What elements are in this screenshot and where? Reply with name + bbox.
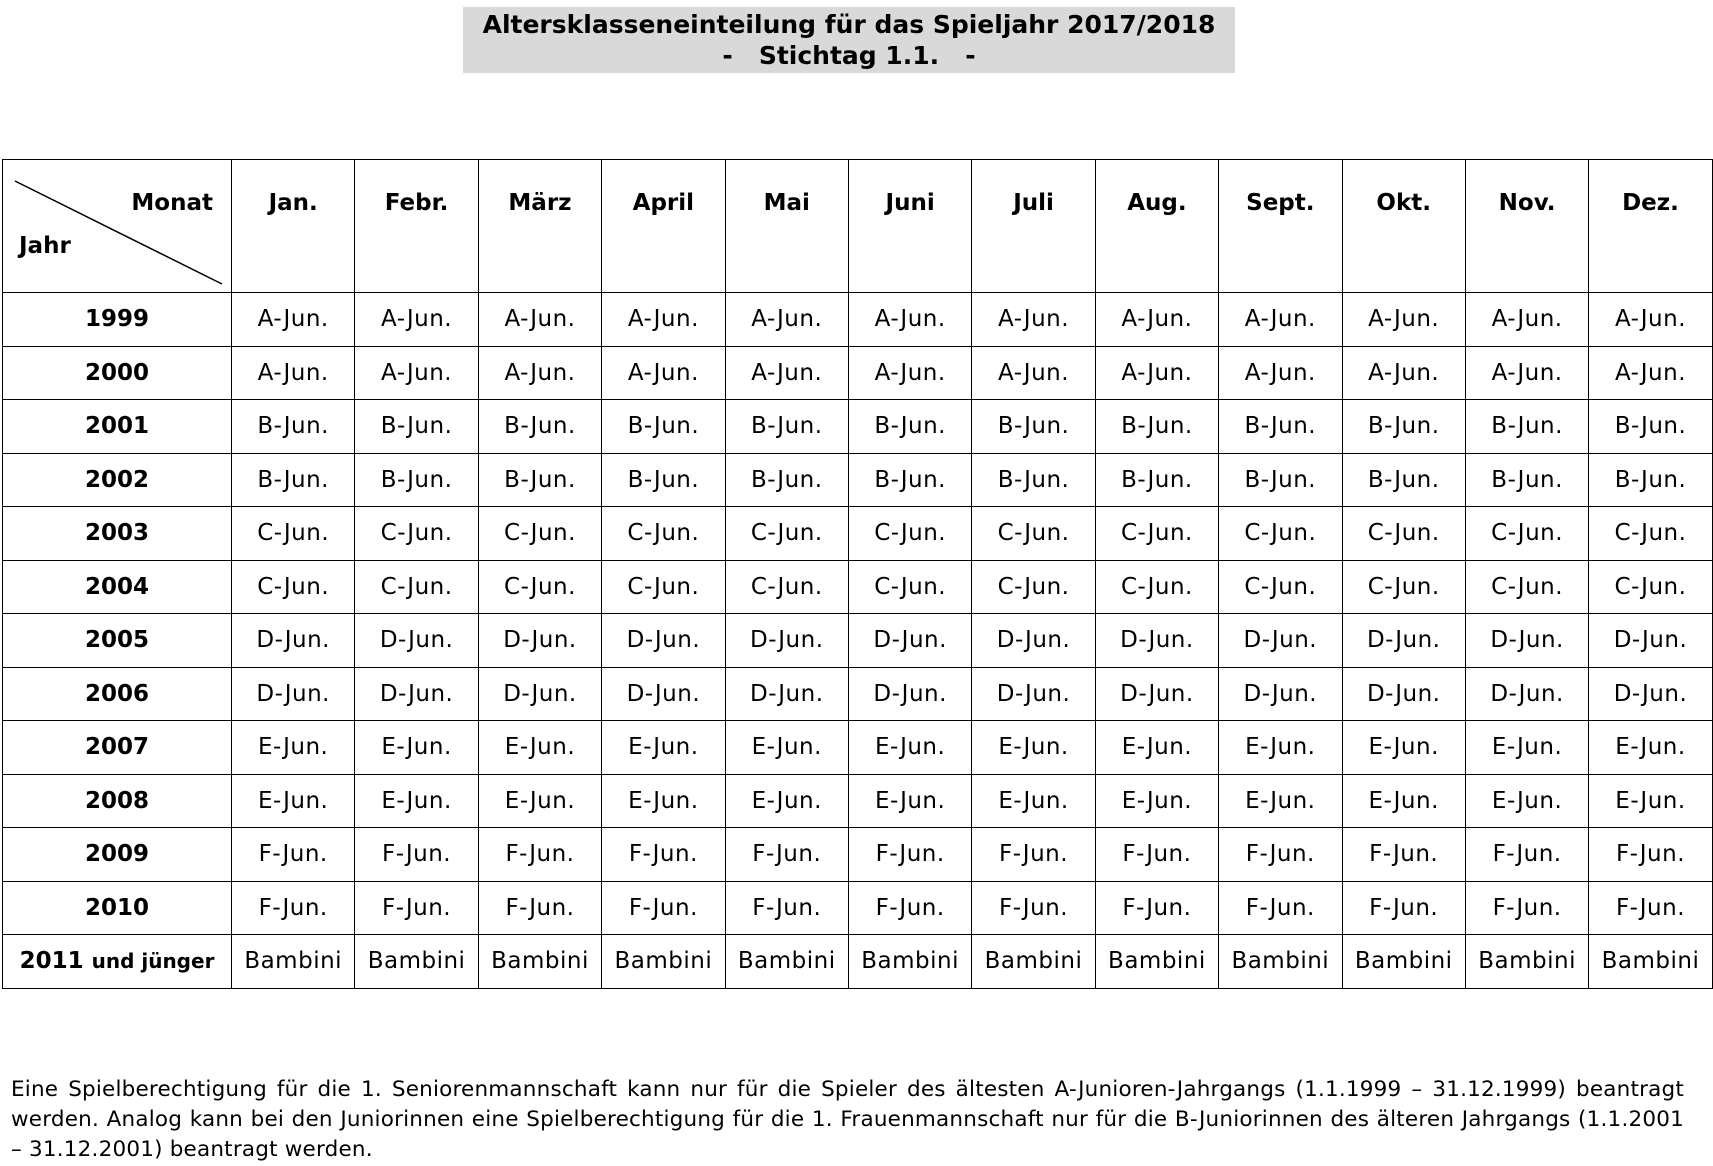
year-label: 2007 <box>84 734 149 761</box>
age-class-cell: F-Jun. <box>602 881 725 935</box>
age-class-cell: A-Jun. <box>725 346 848 400</box>
month-header: Okt. <box>1342 160 1465 293</box>
table-row <box>3 507 1713 561</box>
title-line-1: Altersklasseneinteilung für das Spieljahr 2017/2018 <box>482 10 1216 39</box>
age-class-cell: D-Jun. <box>848 667 971 721</box>
month-header: Febr. <box>355 160 478 293</box>
age-class-cell: F-Jun. <box>725 881 848 935</box>
age-class-cell: D-Jun. <box>1219 614 1342 668</box>
age-class-cell: E-Jun. <box>1589 774 1712 828</box>
table-row <box>3 935 1713 989</box>
age-class-cell: E-Jun. <box>1589 721 1712 775</box>
age-class-cell: E-Jun. <box>355 721 478 775</box>
age-class-cell: E-Jun. <box>1465 774 1588 828</box>
age-class-cell: C-Jun. <box>602 560 725 614</box>
age-class-cell: D-Jun. <box>478 667 601 721</box>
age-class-cell: D-Jun. <box>232 667 355 721</box>
age-class-cell: D-Jun. <box>478 614 601 668</box>
age-class-cell: C-Jun. <box>355 560 478 614</box>
age-class-cell: A-Jun. <box>1095 346 1218 400</box>
age-class-cell: A-Jun. <box>1465 346 1588 400</box>
age-class-cell: E-Jun. <box>1095 721 1218 775</box>
year-label: 2004 <box>84 573 149 600</box>
age-class-cell: Bambini <box>1095 935 1218 989</box>
age-class-cell: D-Jun. <box>972 667 1095 721</box>
age-class-cell: A-Jun. <box>602 346 725 400</box>
age-class-cell: E-Jun. <box>1342 774 1465 828</box>
age-class-cell: E-Jun. <box>478 774 601 828</box>
age-class-cell: F-Jun. <box>725 828 848 882</box>
month-header: Nov. <box>1465 160 1588 293</box>
age-class-table <box>2 159 1713 989</box>
year-label: 2003 <box>84 520 149 547</box>
age-class-cell: D-Jun. <box>1342 614 1465 668</box>
footnote: Eine Spielberechtigung für die 1. Seniorenmannschaft kann nur für die Spieler des ältesten A-Junioren-Jahrgangs (1.1.1999 – 31.12.1999) beantragt werden. Analog kann bei den Juniorinnen eine Spielberechtigung für die 1. Frauenmannschaft nur für die B-Juniorinnen des älteren Jahrgangs (1.1.2001 – 31.12.2001) beantragt werden. <box>11 1077 1684 1162</box>
month-header: Jan. <box>232 160 355 293</box>
age-class-cell: B-Jun. <box>232 400 355 454</box>
age-class-cell: E-Jun. <box>602 774 725 828</box>
age-class-cell: C-Jun. <box>848 560 971 614</box>
table-row <box>3 774 1713 828</box>
age-class-cell: Bambini <box>848 935 971 989</box>
age-class-cell: A-Jun. <box>725 293 848 347</box>
age-class-cell: B-Jun. <box>1465 453 1588 507</box>
age-class-cell: E-Jun. <box>1342 721 1465 775</box>
age-class-cell: Bambini <box>1589 935 1712 989</box>
age-class-cell: D-Jun. <box>355 667 478 721</box>
age-class-cell: C-Jun. <box>972 507 1095 561</box>
age-class-cell: A-Jun. <box>478 293 601 347</box>
age-class-cell: D-Jun. <box>1219 667 1342 721</box>
age-class-cell: D-Jun. <box>1465 667 1588 721</box>
table-row <box>3 560 1713 614</box>
age-class-cell: E-Jun. <box>725 721 848 775</box>
age-class-cell: F-Jun. <box>1465 881 1588 935</box>
year-cell <box>3 346 232 400</box>
age-class-cell: A-Jun. <box>1342 346 1465 400</box>
age-class-cell: A-Jun. <box>972 293 1095 347</box>
month-header: Dez. <box>1589 160 1712 293</box>
age-class-cell: C-Jun. <box>355 507 478 561</box>
age-class-cell: E-Jun. <box>972 721 1095 775</box>
year-label: 2011 <box>19 948 84 975</box>
table-row <box>3 881 1713 935</box>
year-label: 2005 <box>84 627 149 654</box>
age-class-cell: B-Jun. <box>478 400 601 454</box>
age-class-cell: D-Jun. <box>355 614 478 668</box>
age-class-cell: F-Jun. <box>478 828 601 882</box>
age-class-cell: F-Jun. <box>602 828 725 882</box>
age-class-cell: F-Jun. <box>355 881 478 935</box>
month-header: Aug. <box>1095 160 1218 293</box>
age-class-cell: C-Jun. <box>725 560 848 614</box>
age-class-cell: C-Jun. <box>1219 507 1342 561</box>
age-class-cell: B-Jun. <box>478 453 601 507</box>
table-header-row <box>3 160 1713 293</box>
age-class-cell: E-Jun. <box>602 721 725 775</box>
age-class-cell: D-Jun. <box>725 667 848 721</box>
table-row <box>3 400 1713 454</box>
year-label: 2001 <box>84 413 149 440</box>
age-class-cell: B-Jun. <box>848 400 971 454</box>
age-class-cell: F-Jun. <box>972 828 1095 882</box>
row-axis-label: Jahr <box>19 233 71 259</box>
age-class-cell: B-Jun. <box>848 453 971 507</box>
table-row <box>3 346 1713 400</box>
age-class-cell: B-Jun. <box>1465 400 1588 454</box>
month-header: Sept. <box>1219 160 1342 293</box>
month-header: Juni <box>848 160 971 293</box>
age-class-cell: A-Jun. <box>232 293 355 347</box>
age-class-cell: C-Jun. <box>1589 507 1712 561</box>
age-class-cell: A-Jun. <box>848 293 971 347</box>
age-class-cell: B-Jun. <box>1095 400 1218 454</box>
age-class-cell: E-Jun. <box>355 774 478 828</box>
year-suffix: und jünger <box>91 949 215 974</box>
year-cell <box>3 667 232 721</box>
table-corner-cell <box>3 160 232 293</box>
table-row <box>3 667 1713 721</box>
age-class-cell: Bambini <box>972 935 1095 989</box>
age-class-cell: B-Jun. <box>1219 400 1342 454</box>
age-class-cell: C-Jun. <box>478 560 601 614</box>
age-class-cell: F-Jun. <box>232 881 355 935</box>
age-class-cell: Bambini <box>1219 935 1342 989</box>
age-class-cell: C-Jun. <box>478 507 601 561</box>
age-class-cell: A-Jun. <box>602 293 725 347</box>
age-class-cell: E-Jun. <box>1095 774 1218 828</box>
age-class-cell: C-Jun. <box>972 560 1095 614</box>
age-class-cell: F-Jun. <box>1095 828 1218 882</box>
age-class-cell: C-Jun. <box>1095 507 1218 561</box>
age-class-cell: E-Jun. <box>1219 774 1342 828</box>
age-class-cell: D-Jun. <box>1095 614 1218 668</box>
year-cell <box>3 453 232 507</box>
year-label: 2002 <box>84 466 149 493</box>
age-class-cell: A-Jun. <box>848 346 971 400</box>
age-class-cell: D-Jun. <box>1589 614 1712 668</box>
age-class-cell: A-Jun. <box>355 346 478 400</box>
year-cell <box>3 721 232 775</box>
year-cell <box>3 293 232 347</box>
year-cell <box>3 400 232 454</box>
age-class-cell: E-Jun. <box>848 774 971 828</box>
age-class-cell: F-Jun. <box>232 828 355 882</box>
month-header: Juli <box>972 160 1095 293</box>
age-class-cell: C-Jun. <box>602 507 725 561</box>
age-class-cell: F-Jun. <box>848 881 971 935</box>
age-class-cell: B-Jun. <box>1589 453 1712 507</box>
year-label: 2010 <box>84 894 149 921</box>
month-header: März <box>478 160 601 293</box>
age-class-cell: F-Jun. <box>1219 828 1342 882</box>
age-class-cell: E-Jun. <box>232 721 355 775</box>
age-class-cell: A-Jun. <box>1589 346 1712 400</box>
age-class-cell: E-Jun. <box>232 774 355 828</box>
age-class-cell: C-Jun. <box>1589 560 1712 614</box>
age-class-cell: F-Jun. <box>355 828 478 882</box>
age-class-cell: F-Jun. <box>1589 881 1712 935</box>
age-class-cell: E-Jun. <box>478 721 601 775</box>
age-class-cell: Bambini <box>602 935 725 989</box>
year-cell <box>3 828 232 882</box>
year-cell <box>3 881 232 935</box>
age-class-cell: A-Jun. <box>1589 293 1712 347</box>
age-class-cell: B-Jun. <box>355 400 478 454</box>
age-class-cell: E-Jun. <box>1465 721 1588 775</box>
age-class-cell: D-Jun. <box>602 667 725 721</box>
age-class-cell: Bambini <box>355 935 478 989</box>
age-class-cell: D-Jun. <box>1589 667 1712 721</box>
year-cell <box>3 935 232 989</box>
age-class-cell: A-Jun. <box>1342 293 1465 347</box>
month-header: April <box>602 160 725 293</box>
year-label: 2006 <box>84 680 149 707</box>
age-class-cell: Bambini <box>478 935 601 989</box>
table-row <box>3 453 1713 507</box>
age-class-cell: A-Jun. <box>1219 293 1342 347</box>
year-cell <box>3 774 232 828</box>
age-class-cell: B-Jun. <box>1589 400 1712 454</box>
age-class-cell: Bambini <box>1342 935 1465 989</box>
age-class-cell: B-Jun. <box>725 400 848 454</box>
year-label: 2000 <box>84 359 149 386</box>
age-class-cell: A-Jun. <box>972 346 1095 400</box>
age-class-cell: F-Jun. <box>1219 881 1342 935</box>
age-class-cell: D-Jun. <box>725 614 848 668</box>
age-class-cell: B-Jun. <box>1342 453 1465 507</box>
age-class-cell: C-Jun. <box>1465 560 1588 614</box>
age-class-cell: D-Jun. <box>232 614 355 668</box>
age-class-cell: Bambini <box>725 935 848 989</box>
year-label: 1999 <box>84 306 149 333</box>
age-class-cell: B-Jun. <box>1342 400 1465 454</box>
age-class-cell: B-Jun. <box>232 453 355 507</box>
age-class-cell: B-Jun. <box>355 453 478 507</box>
age-class-cell: F-Jun. <box>1465 828 1588 882</box>
age-class-cell: F-Jun. <box>1342 881 1465 935</box>
column-axis-label: Monat <box>131 190 213 216</box>
age-class-cell: Bambini <box>232 935 355 989</box>
title-line-2: - Stichtag 1.1. - <box>722 41 976 70</box>
age-class-cell: E-Jun. <box>1219 721 1342 775</box>
age-class-cell: D-Jun. <box>1095 667 1218 721</box>
year-label: 2009 <box>84 841 149 868</box>
age-class-cell: D-Jun. <box>602 614 725 668</box>
age-class-cell: B-Jun. <box>725 453 848 507</box>
age-class-cell: E-Jun. <box>725 774 848 828</box>
year-cell <box>3 614 232 668</box>
age-class-cell: C-Jun. <box>1219 560 1342 614</box>
age-class-cell: F-Jun. <box>1095 881 1218 935</box>
age-class-cell: D-Jun. <box>1465 614 1588 668</box>
year-cell <box>3 507 232 561</box>
age-class-cell: B-Jun. <box>972 400 1095 454</box>
age-class-cell: A-Jun. <box>1095 293 1218 347</box>
age-class-cell: B-Jun. <box>602 400 725 454</box>
age-class-cell: C-Jun. <box>1342 560 1465 614</box>
page-title <box>463 7 1235 73</box>
age-class-cell: F-Jun. <box>1342 828 1465 882</box>
age-class-cell: C-Jun. <box>848 507 971 561</box>
age-class-cell: C-Jun. <box>725 507 848 561</box>
age-class-cell: F-Jun. <box>848 828 971 882</box>
age-class-cell: C-Jun. <box>232 560 355 614</box>
year-label: 2008 <box>84 787 149 814</box>
age-class-cell: C-Jun. <box>1465 507 1588 561</box>
month-header: Mai <box>725 160 848 293</box>
age-class-cell: B-Jun. <box>1095 453 1218 507</box>
table-row <box>3 293 1713 347</box>
age-class-cell: F-Jun. <box>478 881 601 935</box>
age-class-cell: B-Jun. <box>602 453 725 507</box>
age-class-cell: E-Jun. <box>848 721 971 775</box>
age-class-cell: A-Jun. <box>1465 293 1588 347</box>
age-class-cell: C-Jun. <box>232 507 355 561</box>
table-row <box>3 614 1713 668</box>
age-class-cell: B-Jun. <box>972 453 1095 507</box>
age-class-cell: F-Jun. <box>1589 828 1712 882</box>
age-class-cell: A-Jun. <box>1219 346 1342 400</box>
table-row <box>3 721 1713 775</box>
age-class-cell: D-Jun. <box>848 614 971 668</box>
age-class-cell: D-Jun. <box>1342 667 1465 721</box>
age-class-cell: Bambini <box>1465 935 1588 989</box>
age-class-cell: F-Jun. <box>972 881 1095 935</box>
age-class-cell: E-Jun. <box>972 774 1095 828</box>
age-class-cell: A-Jun. <box>478 346 601 400</box>
diagonal-divider <box>3 160 232 293</box>
table-row <box>3 828 1713 882</box>
age-class-cell: D-Jun. <box>972 614 1095 668</box>
age-class-cell: A-Jun. <box>232 346 355 400</box>
age-class-cell: C-Jun. <box>1342 507 1465 561</box>
year-cell <box>3 560 232 614</box>
age-class-cell: B-Jun. <box>1219 453 1342 507</box>
age-class-cell: A-Jun. <box>355 293 478 347</box>
age-class-cell: C-Jun. <box>1095 560 1218 614</box>
